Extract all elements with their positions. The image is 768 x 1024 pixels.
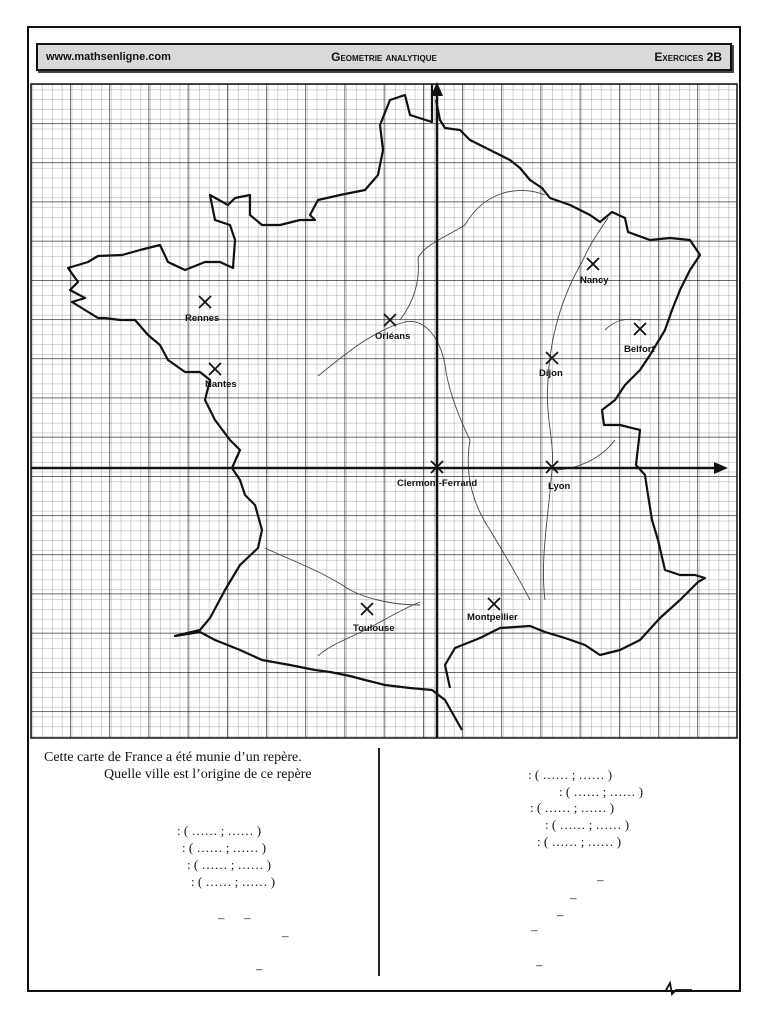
document-title: Geometrie analytique: [331, 50, 437, 64]
right-dash-1: –: [597, 872, 604, 887]
right-answer-blank-5[interactable]: : ( …… ; …… ): [537, 834, 622, 849]
left-answer-blank-4[interactable]: : ( …… ; …… ): [191, 874, 276, 889]
left-dash-4: –: [256, 961, 263, 976]
right-answer-blank-3[interactable]: : ( …… ; …… ): [530, 800, 615, 815]
right-answer-blank-2[interactable]: : ( …… ; …… ): [559, 784, 644, 799]
city-label-montpellier: Montpellier: [467, 612, 518, 623]
left-answer-blank-1[interactable]: : ( …… ; …… ): [177, 823, 262, 838]
right-dash-4: –: [531, 922, 538, 937]
left-dash-3: –: [282, 928, 289, 943]
graph-paper: [31, 84, 737, 738]
left-dash-1: –: [218, 910, 225, 925]
question-line-2: Quelle ville est l’origine de ce repère: [104, 767, 312, 782]
left-answer-blank-2[interactable]: : ( …… ; …… ): [182, 840, 267, 855]
city-label-nantes: Nantes: [205, 379, 237, 390]
site-url[interactable]: www.mathsenligne.com: [46, 51, 171, 63]
right-dash-2: –: [570, 890, 577, 905]
city-label-belfort: Belfort: [624, 344, 655, 355]
left-dash-2: –: [244, 910, 251, 925]
right-answer-blank-4[interactable]: : ( …… ; …… ): [545, 817, 630, 832]
city-label-dijon: Dijon: [539, 368, 563, 379]
left-answer-blank-3[interactable]: : ( …… ; …… ): [187, 857, 272, 872]
right-dash-5: –: [536, 957, 543, 972]
city-label-lyon: Lyon: [548, 481, 571, 492]
city-label-nancy: Nancy: [580, 275, 609, 286]
column-divider: [378, 748, 380, 976]
city-label-rennes: Rennes: [185, 313, 220, 324]
right-answer-blank-1[interactable]: : ( …… ; …… ): [528, 767, 613, 782]
city-label-toulouse: Toulouse: [353, 623, 395, 634]
city-label-orleans: Orléans: [375, 331, 411, 342]
city-label-clermont: Clermont-Ferrand: [397, 478, 478, 489]
exercise-label: Exercices 2B: [654, 50, 722, 64]
question-line-1: Cette carte de France a été munie d’un repère.: [44, 750, 302, 765]
right-dash-3: –: [557, 907, 564, 922]
page-break-mark: [664, 978, 694, 998]
